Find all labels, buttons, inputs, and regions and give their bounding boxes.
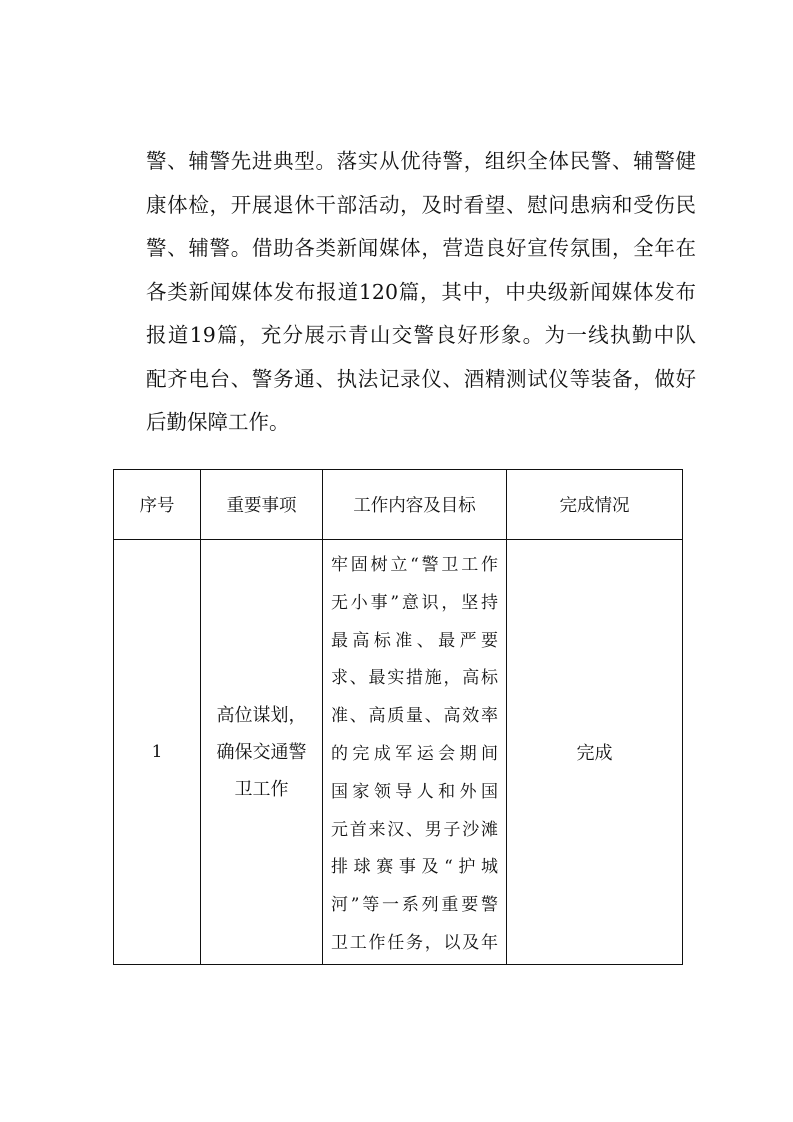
work-content-line: 准、高质量、高效率	[331, 706, 498, 727]
work-content-line: 无小事”意识，坚持	[331, 592, 498, 613]
paragraph-line: 后勤保障工作。	[146, 410, 290, 434]
header-serial-number: 序号	[114, 470, 201, 540]
row-work-content	[323, 540, 507, 965]
work-content-line: 的完成军运会期间	[331, 743, 498, 764]
header-work-content: 工作内容及目标	[323, 470, 507, 540]
work-content-line: 最高标准、最严要	[331, 630, 498, 651]
row-serial-number: 1	[114, 540, 201, 965]
task-table	[113, 469, 683, 965]
header-key-matter: 重要事项	[201, 470, 323, 540]
work-content-line: 国家领导人和外国	[331, 781, 498, 802]
header-completion-status: 完成情况	[507, 470, 683, 540]
work-content-line: 排球赛事及“护城	[331, 857, 498, 878]
paragraph-line: 警、辅警。借助各类新闻媒体，营造良好宣传氛围，全年在	[146, 236, 696, 260]
table-header-row	[114, 470, 683, 540]
work-content-line: 河”等一系列重要警	[331, 895, 498, 916]
paragraph-line: 各类新闻媒体发布报道120篇，其中，中央级新闻媒体发布	[146, 279, 696, 304]
table-row	[114, 540, 683, 965]
key-matter-line: 确保交通警	[216, 741, 307, 763]
paragraph-line: 康体检，开展退休干部活动，及时看望、慰问患病和受伤民	[146, 192, 696, 217]
paragraph-line: 警、辅警先进典型。落实从优待警，组织全体民警、辅警健	[146, 149, 696, 173]
paragraph-line: 配齐电台、警务通、执法记录仪、酒精测试仪等装备，做好	[146, 366, 696, 391]
body-paragraph	[146, 140, 696, 445]
work-content-line: 牢固树立“警卫工作	[331, 555, 498, 575]
key-matter-line: 高位谋划，	[216, 704, 307, 726]
row-key-matter	[201, 540, 323, 965]
paragraph-line: 报道19篇，充分展示青山交警良好形象。为一线执勤中队	[146, 323, 696, 347]
work-content-line: 求、最实措施，高标	[331, 668, 498, 689]
row-completion-status: 完成	[507, 540, 683, 965]
work-content-line: 卫工作任务，以及年	[331, 932, 498, 953]
work-content-line: 元首来汉、男子沙滩	[331, 819, 498, 840]
key-matter-line: 卫工作	[234, 778, 289, 800]
